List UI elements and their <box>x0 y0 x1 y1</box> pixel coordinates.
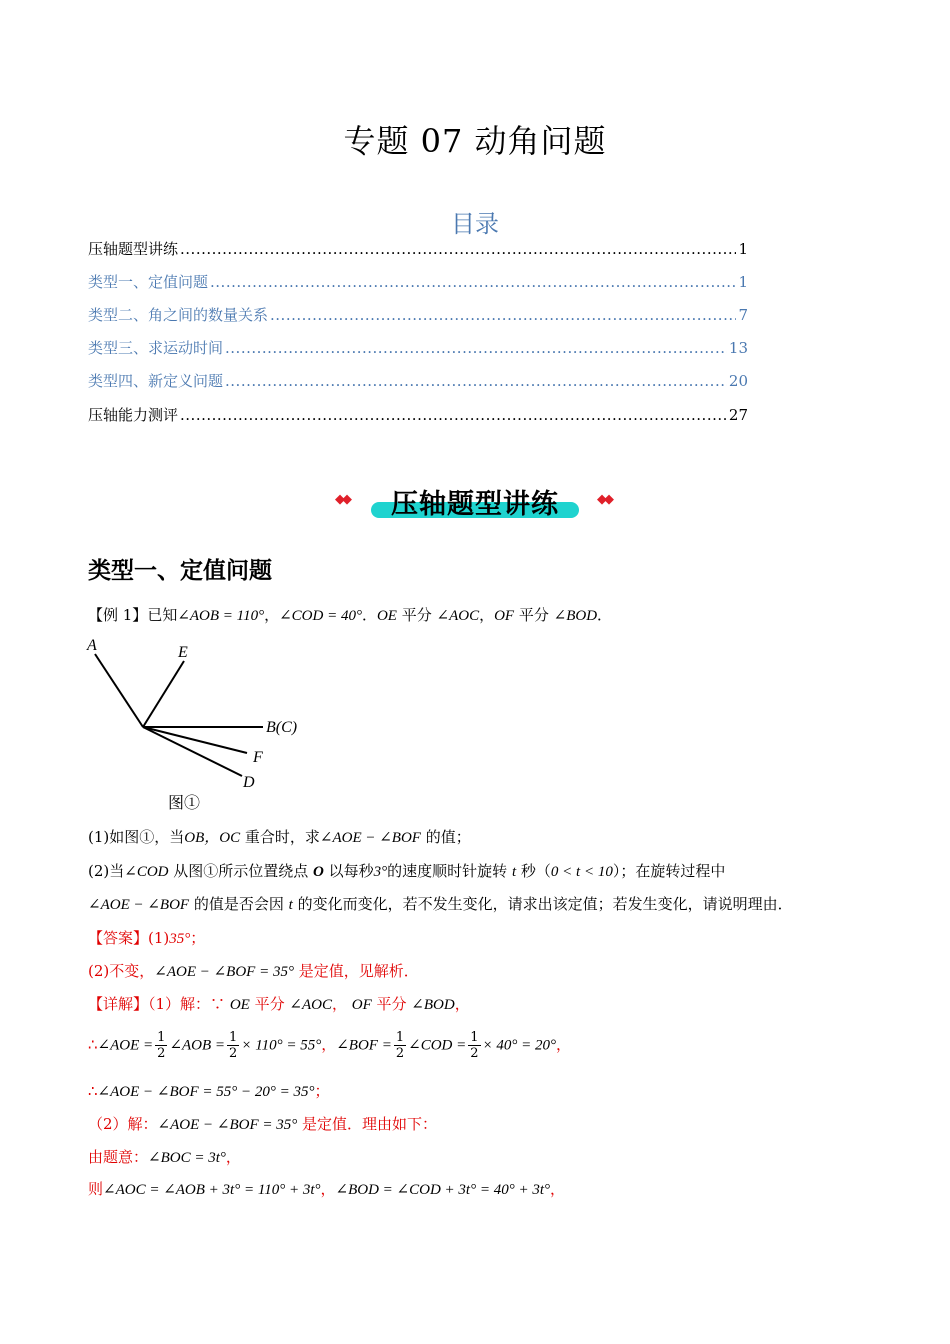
angle-figure <box>80 632 320 817</box>
math: t <box>288 897 293 913</box>
text: 平分 <box>249 995 290 1013</box>
math: ∠BOD <box>411 997 455 1013</box>
toc-entry-label: 压轴能力测评 <box>88 406 179 424</box>
text: 已知 <box>147 606 178 624</box>
toc-leader <box>225 339 727 357</box>
text: ， <box>549 1180 565 1198</box>
question-2-line-2 <box>88 893 793 914</box>
text: ， <box>556 1035 572 1054</box>
math: ∠AOC <box>289 997 332 1013</box>
toc-leader <box>180 406 727 424</box>
toc-entry-label: 压轴题型讲练 <box>88 240 179 258</box>
text: ， <box>320 1180 336 1198</box>
ray-oe <box>143 661 184 727</box>
answer-tag: 【答案】 <box>88 929 149 947</box>
text: 平分 <box>514 606 554 624</box>
text: 平分 <box>371 995 412 1013</box>
fraction <box>227 1030 239 1061</box>
math: 3° <box>373 864 388 880</box>
toc-entry-page: 1 <box>738 273 748 291</box>
text: 以每秒 <box>323 862 374 880</box>
math: OE <box>376 608 397 624</box>
math: ∠AOE − ∠BOF = 55° − 20° = 35° <box>97 1084 315 1100</box>
text: 秒（ <box>516 862 551 880</box>
example-stem <box>88 604 612 625</box>
text: (2)当 <box>88 862 125 880</box>
toc-entry-page: 1 <box>738 240 748 258</box>
math: 0 < t < 10 <box>550 864 613 880</box>
toc-entry-label: 类型三、求运动时间 <box>88 339 224 357</box>
question-2-line-1 <box>88 860 725 881</box>
solution-line-6 <box>88 1178 565 1199</box>
math: OF <box>494 608 515 624</box>
text: 的值是否会因 <box>189 895 289 913</box>
toc-entry-label: 类型四、新定义问题 <box>88 372 224 390</box>
section-heading: 类型一、定值问题 <box>88 558 272 584</box>
math: ∠BOD <box>553 608 598 624</box>
text: 的值； <box>420 828 471 846</box>
figure-caption: 图① <box>168 795 201 812</box>
text: ， <box>454 995 470 1013</box>
answer-line-1 <box>88 927 205 948</box>
math: OF <box>351 997 372 1013</box>
numerator: 1 <box>157 1030 166 1045</box>
numerator: 1 <box>229 1030 238 1045</box>
math: t <box>511 864 517 880</box>
toc-leader <box>210 273 736 291</box>
numerator: 1 <box>470 1030 479 1045</box>
math: ∠COD <box>124 864 169 880</box>
fraction <box>155 1030 167 1061</box>
toc-entry[interactable] <box>88 370 748 391</box>
math: ∠AOB = <box>169 1037 226 1054</box>
diamond-icon: ◆◆ <box>335 492 349 507</box>
section-banner <box>335 482 615 522</box>
math: ∠BOC = 3t° <box>148 1150 226 1166</box>
question-1 <box>88 826 471 847</box>
text: 是定值．理由如下： <box>297 1115 438 1133</box>
text: (1)如图①，当 <box>88 828 185 846</box>
math: ∠COD = 40° <box>279 608 362 624</box>
denominator: 2 <box>157 1046 166 1061</box>
text: ）；在旋转过程中 <box>612 862 726 880</box>
toc-entry[interactable] <box>88 337 748 358</box>
math: 35° <box>169 931 191 947</box>
denominator: 2 <box>470 1046 479 1061</box>
math: ∠COD = <box>408 1037 467 1054</box>
text: （1）解：∵ <box>148 995 230 1013</box>
text: ， <box>321 1035 337 1054</box>
math: ∠AOE − ∠BOF <box>319 830 421 846</box>
text: 的变化而变化，若不发生变化，请求出该定值；若发生变化，请说明理由． <box>292 895 793 913</box>
text: 从图①所示位置绕点 <box>168 862 314 880</box>
text: ， <box>331 995 352 1013</box>
text: 由题意： <box>88 1148 149 1166</box>
toc-entry-page: 13 <box>728 339 748 357</box>
label-bc: B(C) <box>266 719 298 736</box>
text: 则 <box>88 1180 104 1198</box>
toc-leader <box>270 306 736 324</box>
label-d: D <box>243 774 255 791</box>
math: OE <box>229 997 250 1013</box>
text: ； <box>314 1082 330 1100</box>
toc-entry[interactable] <box>88 404 748 425</box>
toc-entry[interactable] <box>88 238 748 259</box>
text: 是定值，见解析． <box>293 962 419 980</box>
ray-od <box>143 727 242 776</box>
toc-entry-label: 类型二、角之间的数量关系 <box>88 306 269 324</box>
toc-entry-page: 7 <box>738 306 748 324</box>
math: ∠AOE = <box>97 1037 154 1054</box>
math: ∠BOF = <box>336 1037 392 1054</box>
math: × 40° = 20° <box>482 1037 557 1054</box>
text: ， <box>225 1148 241 1166</box>
ray-oa <box>95 654 143 727</box>
math: ∠BOD = ∠COD + 3t° = 40° + 3t° <box>335 1182 550 1198</box>
label-f: F <box>253 749 263 766</box>
toc-heading: 目录 <box>451 210 499 238</box>
text: 平分 <box>396 606 437 624</box>
answer-line-2 <box>88 960 419 981</box>
text: 的速度顺时针旋转 <box>387 862 512 880</box>
text: ， <box>479 606 495 624</box>
page-title: 专题 07 动角问题 <box>343 122 607 160</box>
banner-text: 压轴题型讲练 <box>391 489 559 520</box>
solution-line-1 <box>88 993 470 1014</box>
fraction <box>394 1030 406 1061</box>
denominator: 2 <box>395 1046 405 1061</box>
math: ∠AOC <box>436 608 480 624</box>
toc-entry-page: 27 <box>728 406 748 424</box>
numerator: 1 <box>395 1030 405 1045</box>
text: （2）解： <box>88 1115 158 1133</box>
solution-tag: 【详解】 <box>88 995 149 1013</box>
math: × 110° = 55° <box>241 1037 322 1054</box>
toc-leader <box>225 372 727 390</box>
text: ； <box>190 929 206 947</box>
toc-entry-page: 20 <box>728 372 748 390</box>
example-tag: 【例 1】 <box>88 606 148 624</box>
math: ∠AOE − ∠BOF = 35° <box>154 964 294 980</box>
denominator: 2 <box>229 1046 238 1061</box>
solution-line-4 <box>88 1113 437 1134</box>
solution-line-3 <box>88 1080 330 1101</box>
text: ． <box>597 606 613 624</box>
text: (2)不变， <box>88 962 155 980</box>
math: ∠AOC = ∠AOB + 3t° = 110° + 3t° <box>103 1182 321 1198</box>
solution-line-5 <box>88 1146 241 1167</box>
text: 重合时，求 <box>240 828 320 846</box>
solution-line-2 <box>88 1030 571 1061</box>
therefore-symbol: ∴ <box>88 1035 98 1054</box>
text: (1) <box>148 929 170 947</box>
math: ∠AOB = 110° <box>177 608 265 624</box>
math: OB，OC <box>184 830 241 846</box>
math: ∠AOE − ∠BOF = 35° <box>157 1117 298 1133</box>
toc-leader <box>180 240 736 258</box>
ray-of <box>143 727 247 753</box>
therefore-symbol: ∴ <box>88 1082 98 1100</box>
fraction <box>468 1030 480 1061</box>
diamond-icon: ◆◆ <box>597 492 611 507</box>
text: ． <box>361 606 377 624</box>
label-e: E <box>178 644 188 661</box>
toc-entry[interactable] <box>88 271 748 292</box>
math: O <box>313 864 324 880</box>
toc-entry[interactable] <box>88 304 748 325</box>
label-a: A <box>87 637 97 654</box>
toc-entry-label: 类型一、定值问题 <box>88 273 209 291</box>
text: ， <box>264 606 280 624</box>
math: ∠AOE − ∠BOF <box>88 897 190 913</box>
